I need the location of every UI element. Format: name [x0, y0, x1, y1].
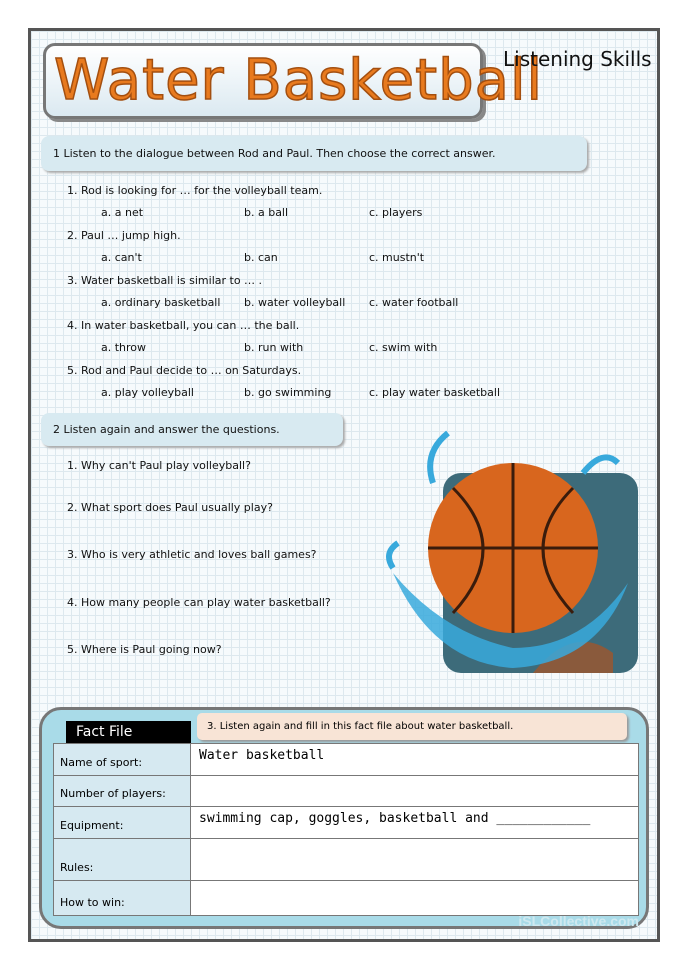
fact-answer-field[interactable] [191, 881, 639, 916]
fact-row [54, 807, 639, 839]
fact-answer-field[interactable] [191, 839, 639, 881]
section1-instruction: 1 Listen to the dialogue between Rod and Paul. Then choose the correct answer. [41, 136, 587, 171]
option-a: a. a net [101, 206, 144, 219]
fact-label: Equipment: [54, 807, 191, 839]
option-b: b. can [244, 251, 278, 264]
fact-answer-field[interactable] [191, 776, 639, 807]
question: 3. Water basketball is similar to … . [67, 274, 263, 287]
question: 4. In water basketball, you can … the ball. [67, 319, 300, 332]
basketball-splash-image [383, 423, 643, 683]
watermark: iSLCollective.com [518, 913, 639, 929]
option-c: c. play water basketball [369, 386, 501, 399]
option-c: c. water football [369, 296, 459, 309]
page-title: Water Basketball [54, 48, 544, 113]
option-b: b. water volleyball [244, 296, 346, 309]
question: 1. Rod is looking for … for the volleyball team. [67, 184, 323, 197]
option-b: b. a ball [244, 206, 289, 219]
fact-row [54, 881, 639, 916]
fact-answer-field[interactable]: swimming cap, goggles, basketball and ____________ [191, 807, 639, 839]
fact-label: Rules: [54, 839, 191, 881]
worksheet-page [28, 28, 660, 942]
option-a: a. throw [101, 341, 147, 354]
open-question: 4. How many people can play water basketball? [67, 596, 331, 609]
fact-file-table [53, 743, 639, 916]
option-c: c. players [369, 206, 423, 219]
question: 5. Rod and Paul decide to … on Saturdays. [67, 364, 302, 377]
option-a: a. play volleyball [101, 386, 194, 399]
open-question: 1. Why can't Paul play volleyball? [67, 459, 251, 472]
section2-instruction: 2 Listen again and answer the questions. [41, 413, 343, 446]
title-box [43, 43, 544, 119]
option-c: c. mustn't [369, 251, 425, 264]
fact-label: Number of players: [54, 776, 191, 807]
option-b: b. go swimming [244, 386, 332, 399]
question: 2. Paul … jump high. [67, 229, 181, 242]
section3-instruction: 3. Listen again and fill in this fact file about water basketball. [197, 713, 627, 740]
fact-row [54, 744, 639, 776]
option-a: a. ordinary basketball [101, 296, 221, 309]
open-question: 3. Who is very athletic and loves ball games? [67, 548, 317, 561]
fact-label: Name of sport: [54, 744, 191, 776]
open-question: 5. Where is Paul going now? [67, 643, 222, 656]
option-b: b. run with [244, 341, 304, 354]
fact-label: How to win: [54, 881, 191, 916]
fact-row [54, 839, 639, 881]
fact-file-header: Fact File [66, 721, 191, 743]
subtitle: Listening Skills [503, 47, 652, 71]
option-c: c. swim with [369, 341, 438, 354]
option-a: a. can't [101, 251, 142, 264]
open-question: 2. What sport does Paul usually play? [67, 501, 273, 514]
fact-answer-field[interactable]: Water basketball [191, 744, 639, 776]
fact-row [54, 776, 639, 807]
